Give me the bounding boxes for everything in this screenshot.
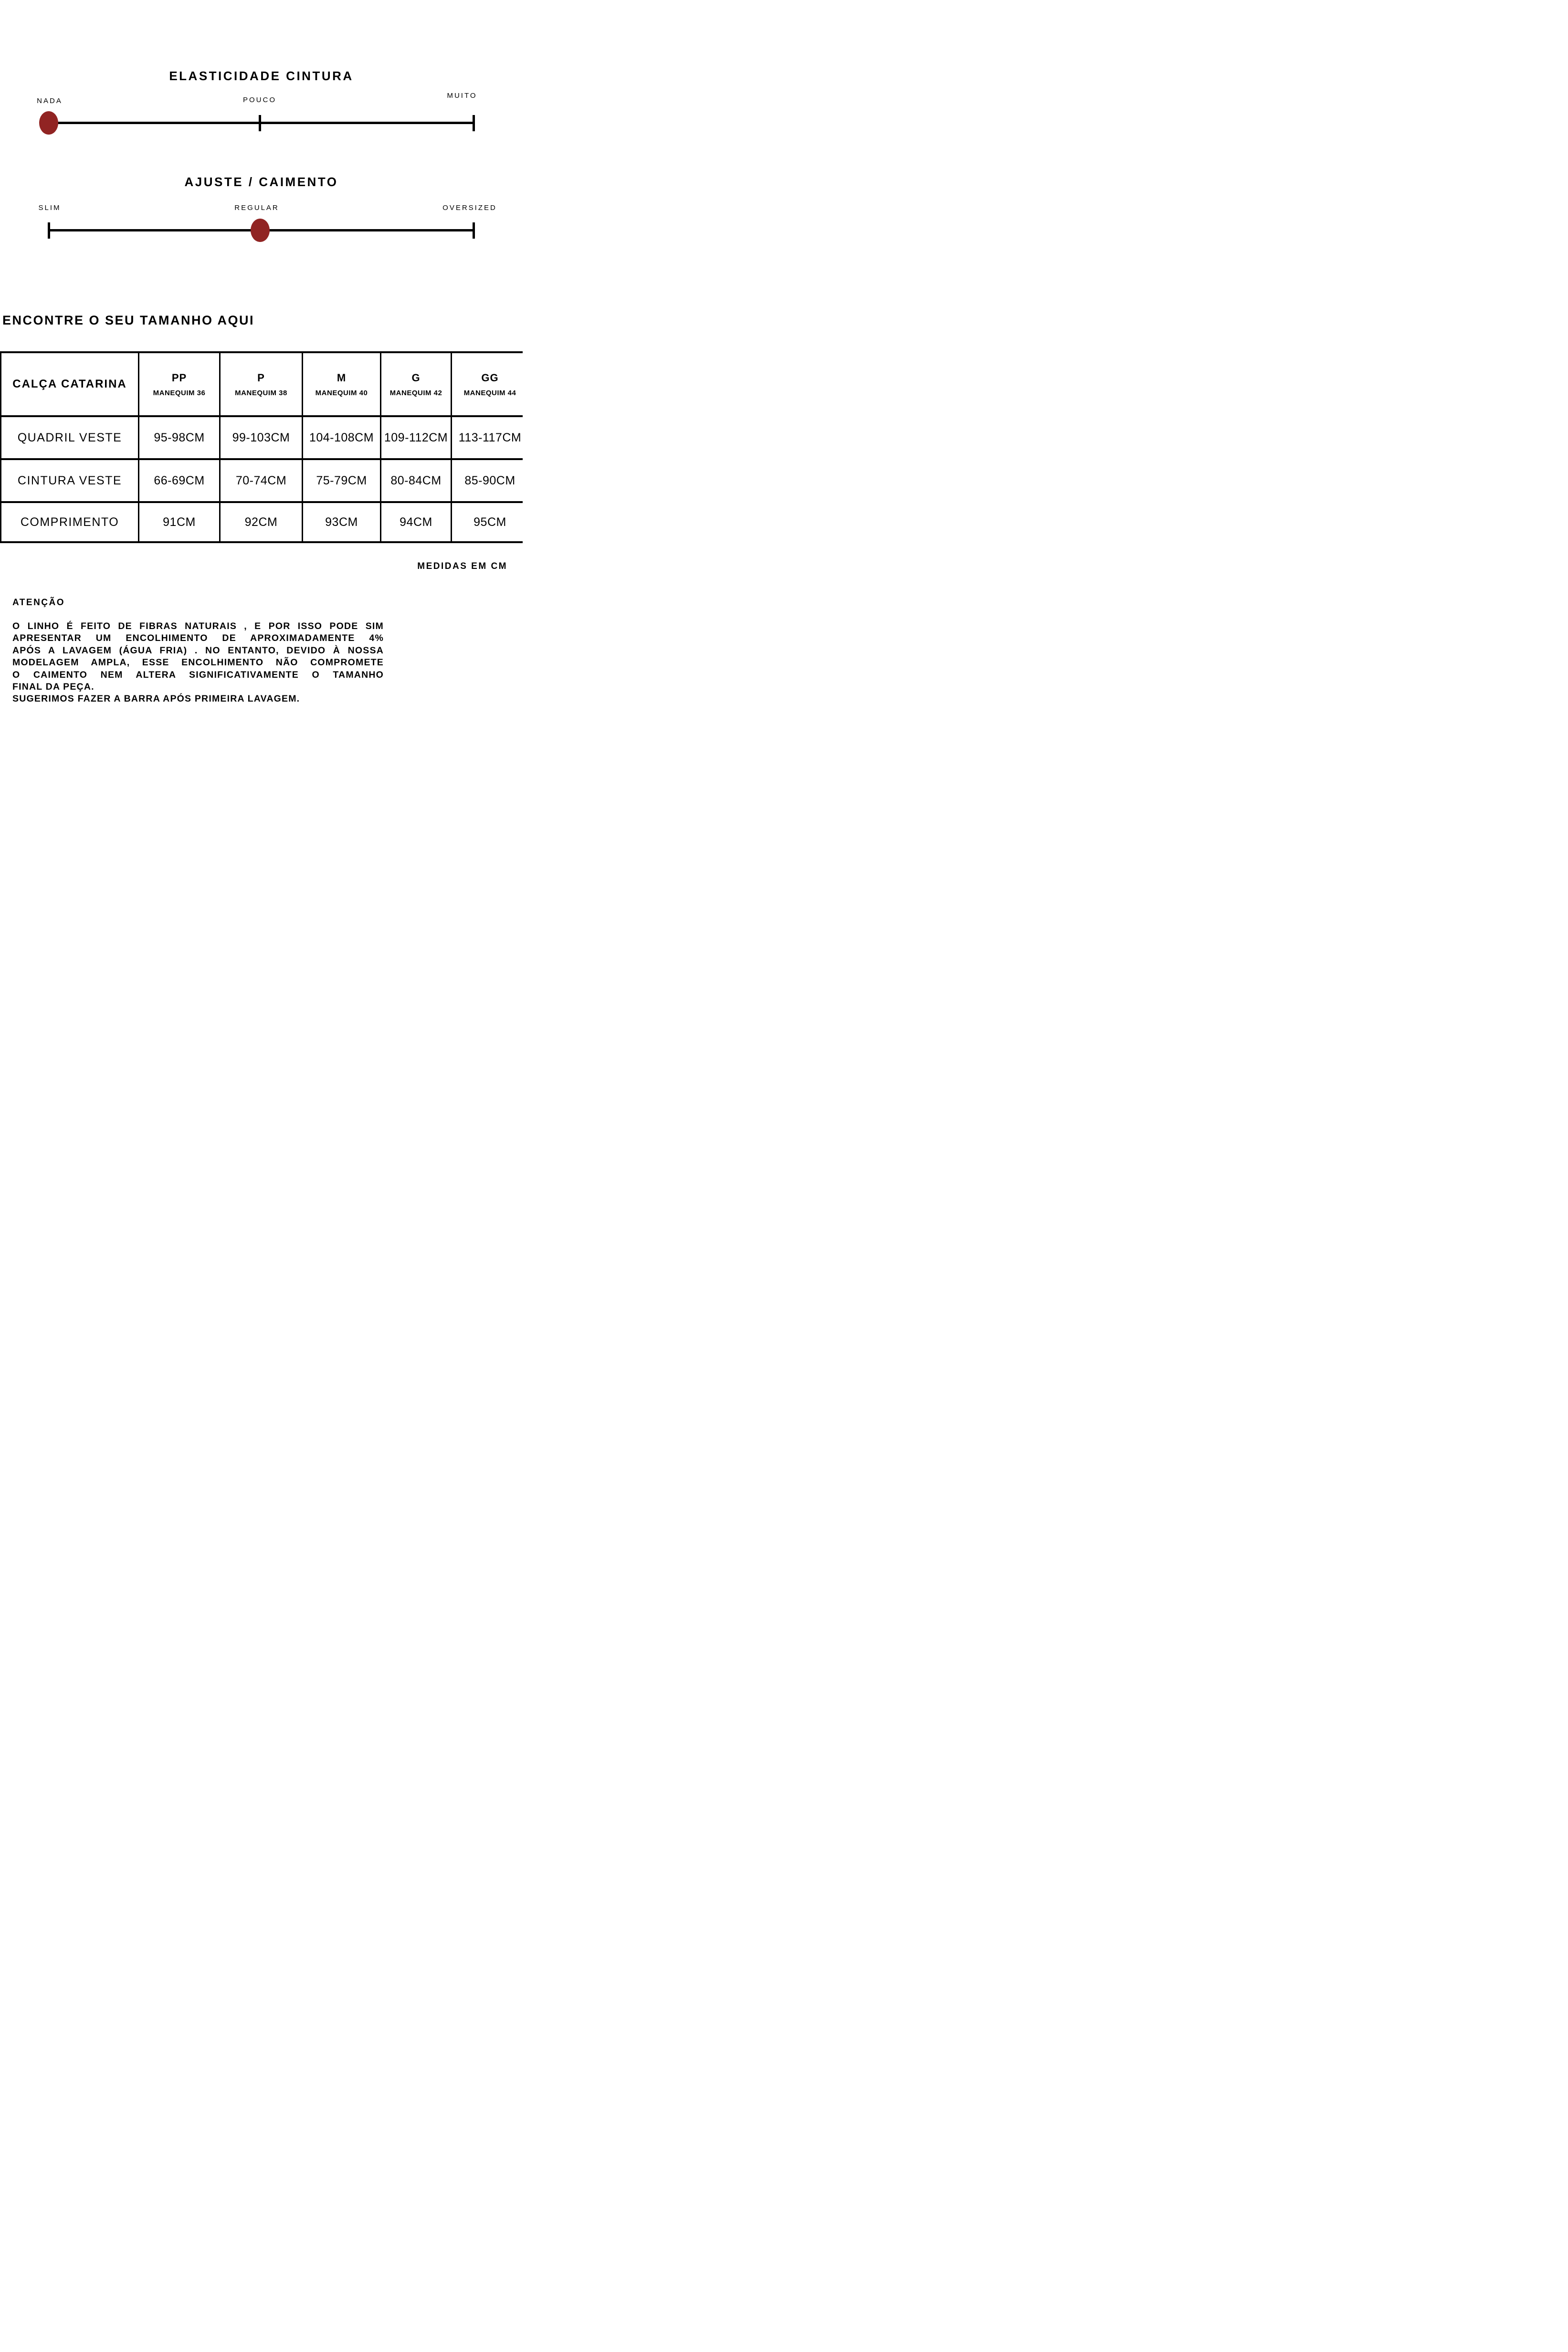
mannequin-38: MANEQUIM 38 — [235, 388, 287, 397]
fit-slider-start-tick — [48, 222, 50, 239]
cintura-pp: 66-69CM — [139, 459, 220, 502]
size-guide-page — [0, 0, 523, 784]
fit-label-slim: SLIM — [38, 204, 61, 212]
elasticity-slider-center-tick — [259, 115, 261, 131]
table-row-comprimento — [1, 502, 523, 542]
attention-line: SUGERIMOS FAZER A BARRA APÓS PRIMEIRA LAVAGEM. — [12, 693, 300, 704]
comprimento-gg: 95CM — [452, 502, 523, 542]
size-p: P — [257, 371, 265, 384]
size-m: M — [337, 371, 347, 384]
quadril-m: 104-108CM — [303, 416, 381, 459]
size-gg: GG — [481, 371, 499, 384]
elasticity-label-muito: MUITO — [447, 92, 477, 100]
attention-line: O LINHO É FEITO DE FIBRAS NATURAIS , E POR ISSO PODE SIM — [12, 621, 384, 631]
size-table-header-row — [1, 352, 523, 416]
size-column-pp — [139, 352, 220, 416]
table-row-cintura — [1, 459, 523, 502]
row-label-quadril: QUADRIL VESTE — [1, 416, 139, 459]
size-column-m — [303, 352, 381, 416]
elasticity-slider-track — [49, 122, 475, 124]
quadril-p: 99-103CM — [220, 416, 303, 459]
size-table — [0, 351, 523, 543]
cintura-p: 70-74CM — [220, 459, 303, 502]
mannequin-40: MANEQUIM 40 — [315, 388, 368, 397]
mannequin-36: MANEQUIM 36 — [153, 388, 206, 397]
row-label-cintura: CINTURA VESTE — [1, 459, 139, 502]
fit-slider-end-tick — [473, 222, 475, 239]
units-note: MEDIDAS EM CM — [417, 561, 507, 571]
attention-heading: ATENÇÃO — [12, 598, 65, 608]
size-column-g — [381, 352, 452, 416]
fit-slider-title: AJUSTE / CAIMENTO — [184, 175, 338, 189]
cintura-gg: 85-90CM — [452, 459, 523, 502]
cintura-g: 80-84CM — [381, 459, 452, 502]
fit-label-oversized: OVERSIZED — [442, 204, 497, 212]
comprimento-m: 93CM — [303, 502, 381, 542]
elasticity-slider-end-tick — [473, 115, 475, 131]
attention-line: MODELAGEM AMPLA, ESSE ENCOLHIMENTO NÃO COMPROMETE — [12, 657, 384, 668]
elasticity-slider-handle-dot — [39, 111, 58, 135]
mannequin-42: MANEQUIM 42 — [389, 388, 442, 397]
comprimento-pp: 91CM — [139, 502, 220, 542]
attention-paragraph — [12, 620, 384, 705]
size-column-p — [220, 352, 303, 416]
find-size-heading: ENCONTRE O SEU TAMANHO AQUI — [2, 313, 255, 327]
attention-line: FINAL DA PEÇA. — [12, 682, 95, 693]
quadril-pp: 95-98CM — [139, 416, 220, 459]
comprimento-p: 92CM — [220, 502, 303, 542]
attention-line: O CAIMENTO NEM ALTERA SIGNIFICATIVAMENTE O TAMANHO — [12, 669, 384, 680]
fit-label-regular: REGULAR — [234, 204, 279, 212]
size-pp: PP — [171, 371, 187, 384]
elasticity-label-pouco: POUCO — [242, 96, 277, 104]
attention-line: APRESENTAR UM ENCOLHIMENTO DE APROXIMADAMENTE 4% — [12, 633, 384, 644]
fit-slider-handle-dot — [251, 219, 270, 242]
cintura-m: 75-79CM — [303, 459, 381, 502]
elasticity-slider-title: ELASTICIDADE CINTURA — [169, 69, 354, 83]
product-name-cell: CALÇA CATARINA — [1, 352, 139, 416]
quadril-gg: 113-117CM — [452, 416, 523, 459]
attention-line: APÓS A LAVAGEM (ÁGUA FRIA) . NO ENTANTO, DEVIDO À NOSSA — [12, 645, 384, 656]
comprimento-g: 94CM — [381, 502, 452, 542]
elasticity-label-nada: NADA — [37, 97, 63, 105]
size-g: G — [411, 371, 421, 384]
table-row-quadril — [1, 416, 523, 459]
row-label-comprimento: COMPRIMENTO — [1, 502, 139, 542]
mannequin-44: MANEQUIM 44 — [463, 388, 516, 397]
size-column-gg — [452, 352, 523, 416]
quadril-g: 109-112CM — [381, 416, 452, 459]
